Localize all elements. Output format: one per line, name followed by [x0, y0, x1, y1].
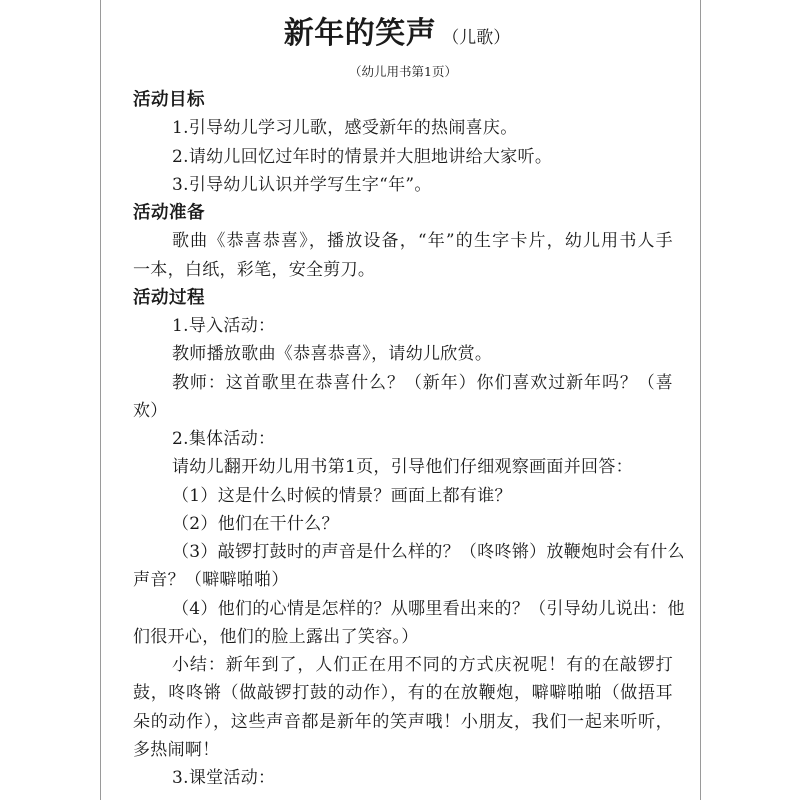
- preparation-text: 一本，白纸，彩笔，安全剪刀。: [133, 259, 376, 280]
- page-title: 新年的笑声: [283, 16, 437, 51]
- goal-item: 2.请幼儿回忆过年时的情景并大胆地讲给大家听。: [172, 146, 553, 167]
- section-heading-goals: 活动目标: [133, 90, 205, 110]
- page-subtitle: （幼儿用书第1页）: [349, 64, 457, 79]
- title-row: [0, 14, 794, 58]
- summary-text: 朵的动作），这些声音都是新年的笑声哦！小朋友，我们一起来听听，: [133, 711, 673, 732]
- page-left-edge: [100, 0, 101, 800]
- question-item: 声音？（噼噼啪啪）: [133, 570, 289, 591]
- process-step-heading: 1.导入活动：: [172, 316, 276, 336]
- process-step-heading: 3.课堂活动：: [172, 768, 276, 788]
- page-right-edge: [700, 0, 701, 800]
- section-heading-preparation: 活动准备: [133, 203, 205, 223]
- section-heading-process: 活动过程: [133, 287, 205, 308]
- title-suffix: （儿歌）: [442, 28, 511, 48]
- goal-item: 1.引导幼儿学习儿歌，感受新年的热闹喜庆。: [172, 118, 518, 139]
- process-step-heading: 2.集体活动：: [172, 429, 276, 449]
- document-body: [133, 86, 685, 792]
- process-text: 教师：这首歌里在恭喜什么？（新年）你们喜欢过新年吗？（喜: [172, 372, 673, 393]
- summary-text: 小结：新年到了，人们正在用不同的方式庆祝呢！有的在敲锣打: [172, 655, 673, 675]
- process-text: 请幼儿翻开幼儿用书第1页，引导他们仔细观察画面并回答：: [172, 457, 633, 478]
- summary-text: 多热闹啊！: [133, 739, 220, 760]
- question-item: （2）他们在干什么？: [172, 513, 339, 534]
- question-item: 们很开心，他们的脸上露出了笑容。）: [133, 626, 419, 647]
- question-item: （1）这是什么时候的情景？画面上都有谁？: [172, 485, 512, 506]
- process-text: 欢）: [133, 400, 168, 421]
- question-item: （3）敲锣打鼓时的声音是什么样的？（咚咚锵）放鞭炮时会有什么: [172, 542, 685, 562]
- preparation-text: 歌曲《恭喜恭喜》，播放设备，“年”的生字卡片，幼儿用书人手: [172, 231, 673, 252]
- process-text: 教师播放歌曲《恭喜恭喜》，请幼儿欣赏。: [172, 344, 493, 365]
- goal-item: 3.引导幼儿认识并学写生字“年”。: [172, 174, 432, 195]
- question-item: （4）他们的心情是怎样的？从哪里看出来的？（引导幼儿说出：他: [172, 598, 685, 619]
- summary-text: 鼓，咚咚锵（做敲锣打鼓的动作），有的在放鞭炮，噼噼啪啪（做捂耳: [133, 683, 673, 704]
